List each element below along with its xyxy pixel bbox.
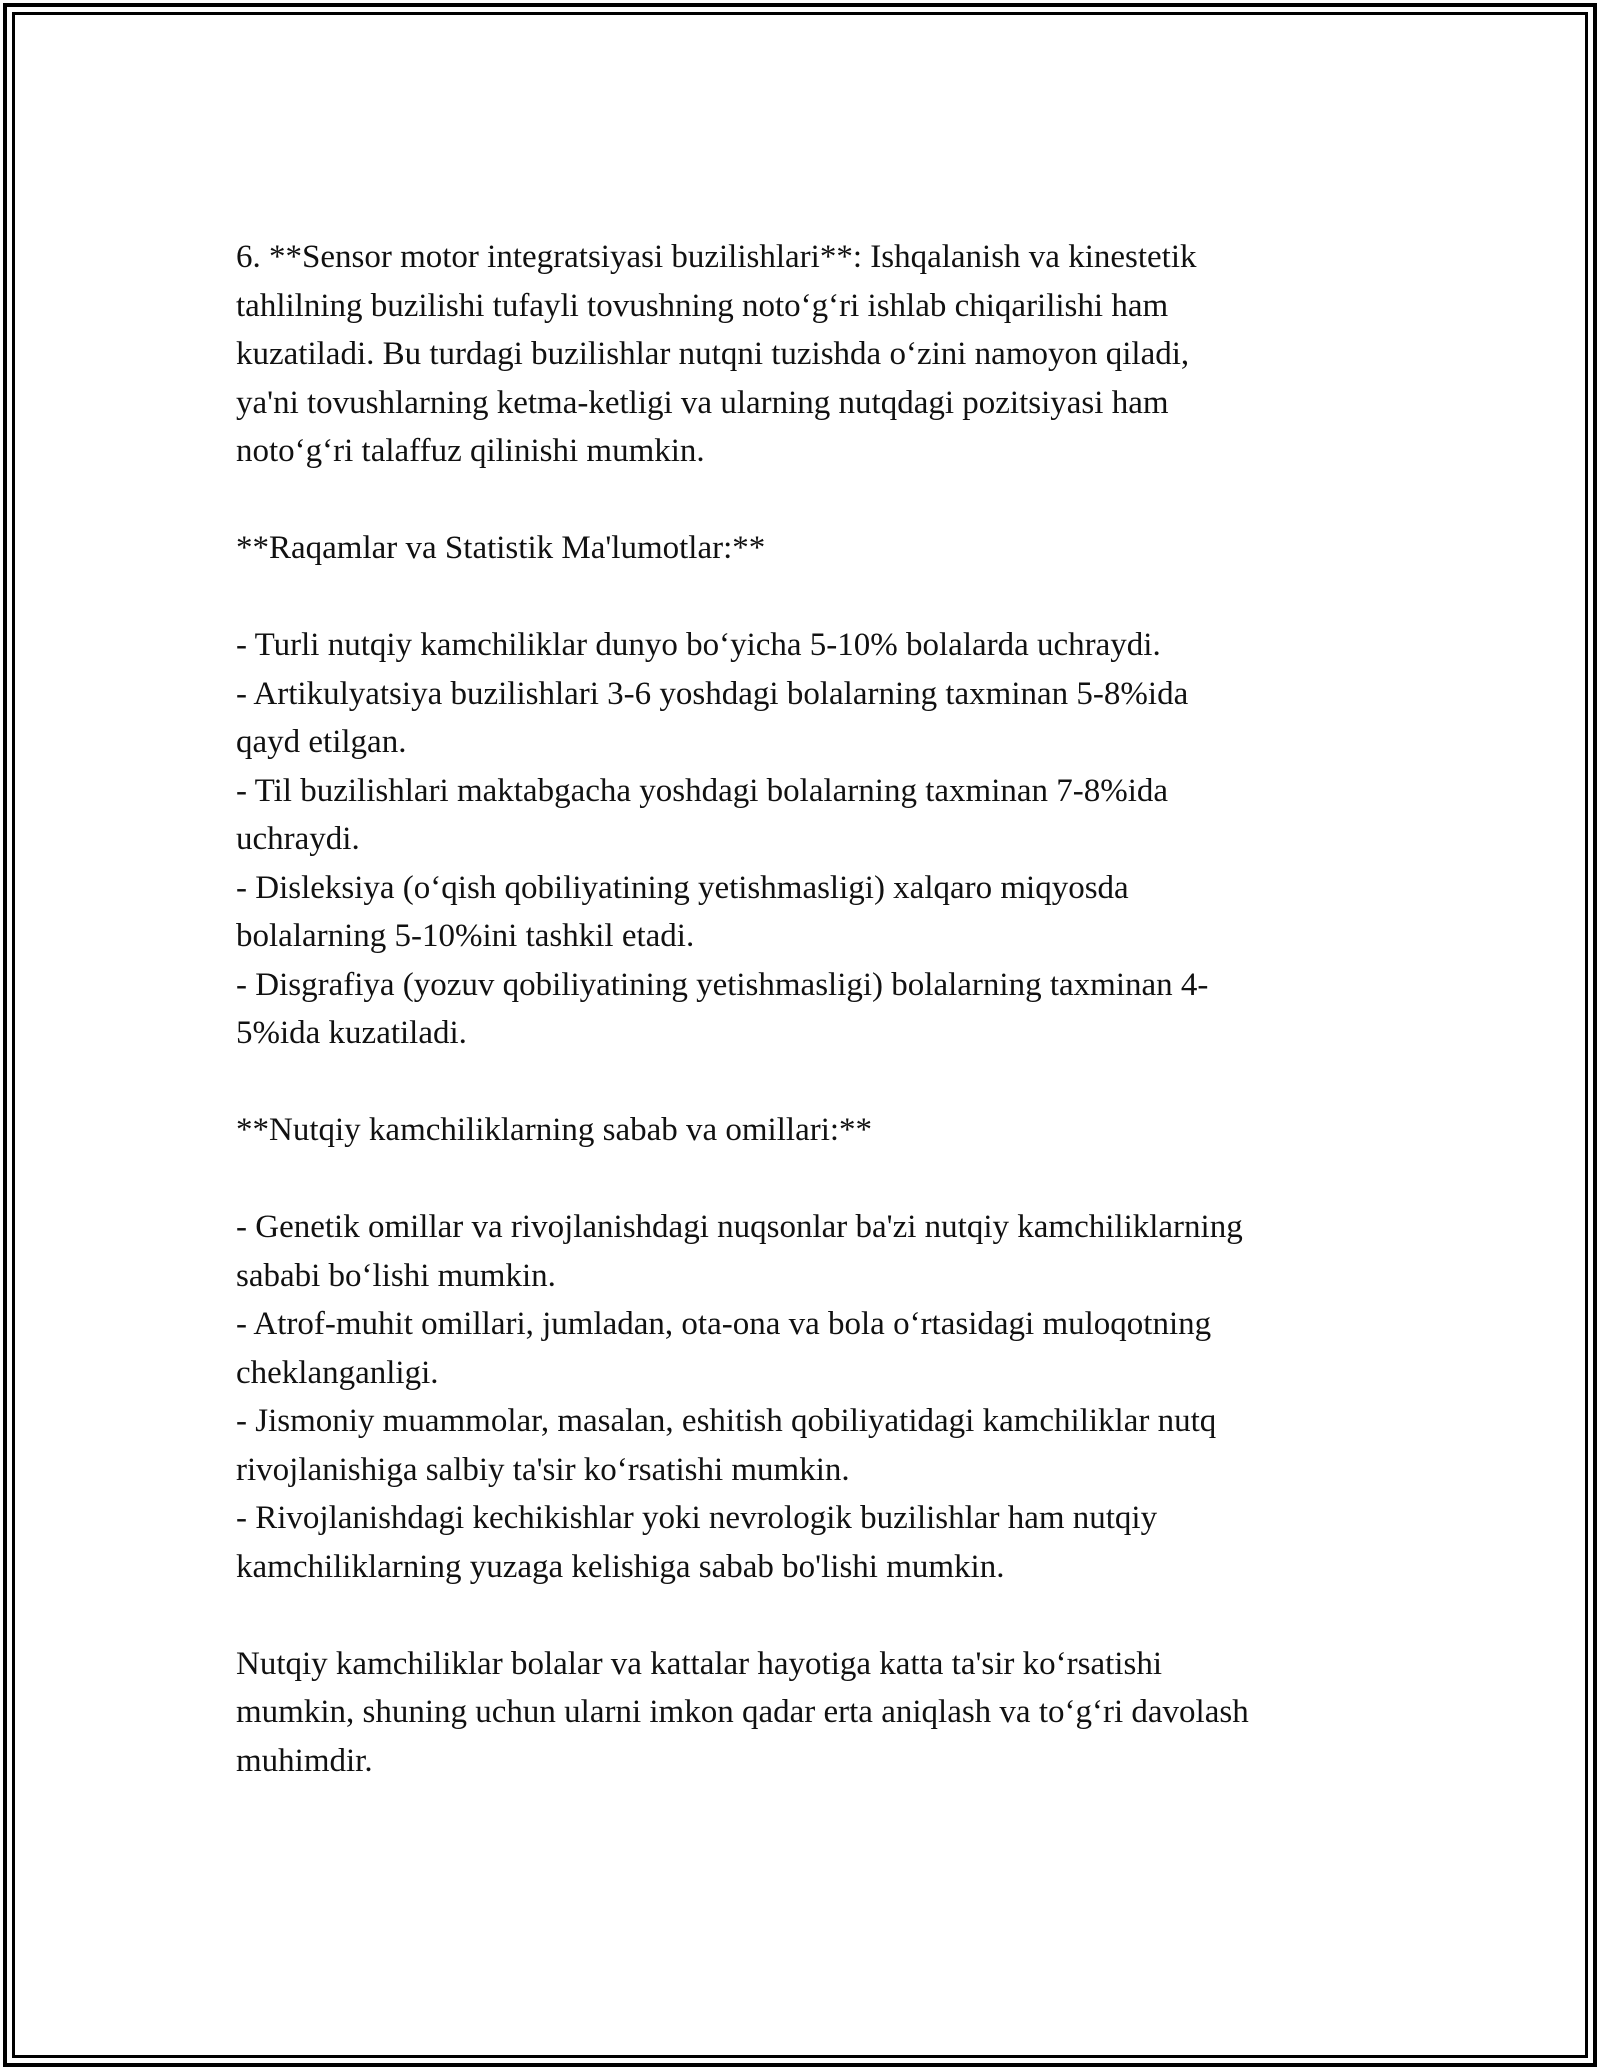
- text-line: 6. **Sensor motor integratsiyasi buzilishlari**: Ishqalanish va kinestetik: [236, 239, 1197, 275]
- list-item: - Turli nutqiy kamchiliklar dunyo bo‘yicha 5-10% bolalarda uchraydi.: [236, 627, 1161, 663]
- list-item: - Til buzilishlari maktabgacha yoshdagi bolalarning taxminan 7-8%ida: [236, 772, 1169, 809]
- list-item: - Disgrafiya (yozuv qobiliyatining yetishmasligi) bolalarning taxminan 4-: [236, 966, 1209, 1003]
- text-line: mumkin, shuning uchun ularni imkon qadar erta aniqlash va to‘g‘ri davolash: [236, 1694, 1249, 1730]
- list-item: 5%ida kuzatiladi.: [236, 1015, 467, 1051]
- list-item: rivojlanishiga salbiy ta'sir ko‘rsatishi mumkin.: [236, 1451, 850, 1488]
- point-6-paragraph: [236, 233, 1386, 476]
- paragraph-gap: [236, 1591, 1386, 1640]
- conclusion-paragraph: [236, 1640, 1386, 1786]
- list-item: uchraydi.: [236, 821, 360, 857]
- list-item: cheklanganligi.: [236, 1354, 439, 1391]
- text-line: noto‘g‘ri talaffuz qilinishi mumkin.: [236, 433, 705, 469]
- list-item: - Disleksiya (o‘qish qobiliyatining yetishmasligi) xalqaro miqyosda: [236, 869, 1129, 906]
- paragraph-gap: [236, 476, 1386, 525]
- paragraph-gap: [236, 573, 1386, 622]
- list-item: bolalarning 5-10%ini tashkil etadi.: [236, 918, 695, 954]
- causes-heading: **Nutqiy kamchiliklarning sabab va omillari:**: [236, 1112, 873, 1148]
- text-line: ya'ni tovushlarning ketma-ketligi va ularning nutqdagi pozitsiyasi ham: [236, 384, 1169, 421]
- stats-list: [236, 621, 1386, 1058]
- text-line: kuzatiladi. Bu turdagi buzilishlar nutqni tuzishda o‘zini namoyon qiladi,: [236, 336, 1190, 372]
- list-item: - Atrof-muhit omillari, jumladan, ota-ona va bola o‘rtasidagi muloqotning: [236, 1306, 1212, 1342]
- list-item: sababi bo‘lishi mumkin.: [236, 1257, 556, 1294]
- stats-heading: **Raqamlar va Statistik Ma'lumotlar:**: [236, 530, 766, 566]
- text-line: tahlilning buzilishi tufayli tovushning noto‘g‘ri ishlab chiqarilishi ham: [236, 287, 1169, 324]
- list-item: - Jismoniy muammolar, masalan, eshitish qobiliyatidagi kamchiliklar nutq: [236, 1403, 1217, 1439]
- document-body: [236, 233, 1386, 1785]
- list-item: - Genetik omillar va rivojlanishdagi nuqsonlar ba'zi nutqiy kamchiliklarning: [236, 1209, 1243, 1245]
- list-item: kamchiliklarning yuzaga kelishiga sabab bo'lishi mumkin.: [236, 1548, 1005, 1585]
- list-item: - Rivojlanishdagi kechikishlar yoki nevrologik buzilishlar ham nutqiy: [236, 1500, 1158, 1536]
- causes-list: [236, 1203, 1386, 1591]
- text-line: muhimdir.: [236, 1742, 373, 1779]
- text-line: Nutqiy kamchiliklar bolalar va kattalar hayotiga katta ta'sir ko‘rsatishi: [236, 1645, 1162, 1682]
- list-item: - Artikulyatsiya buzilishlari 3-6 yoshdagi bolalarning taxminan 5-8%ida: [236, 675, 1189, 712]
- paragraph-gap: [236, 1155, 1386, 1204]
- list-item: qayd etilgan.: [236, 724, 407, 760]
- paragraph-gap: [236, 1058, 1386, 1107]
